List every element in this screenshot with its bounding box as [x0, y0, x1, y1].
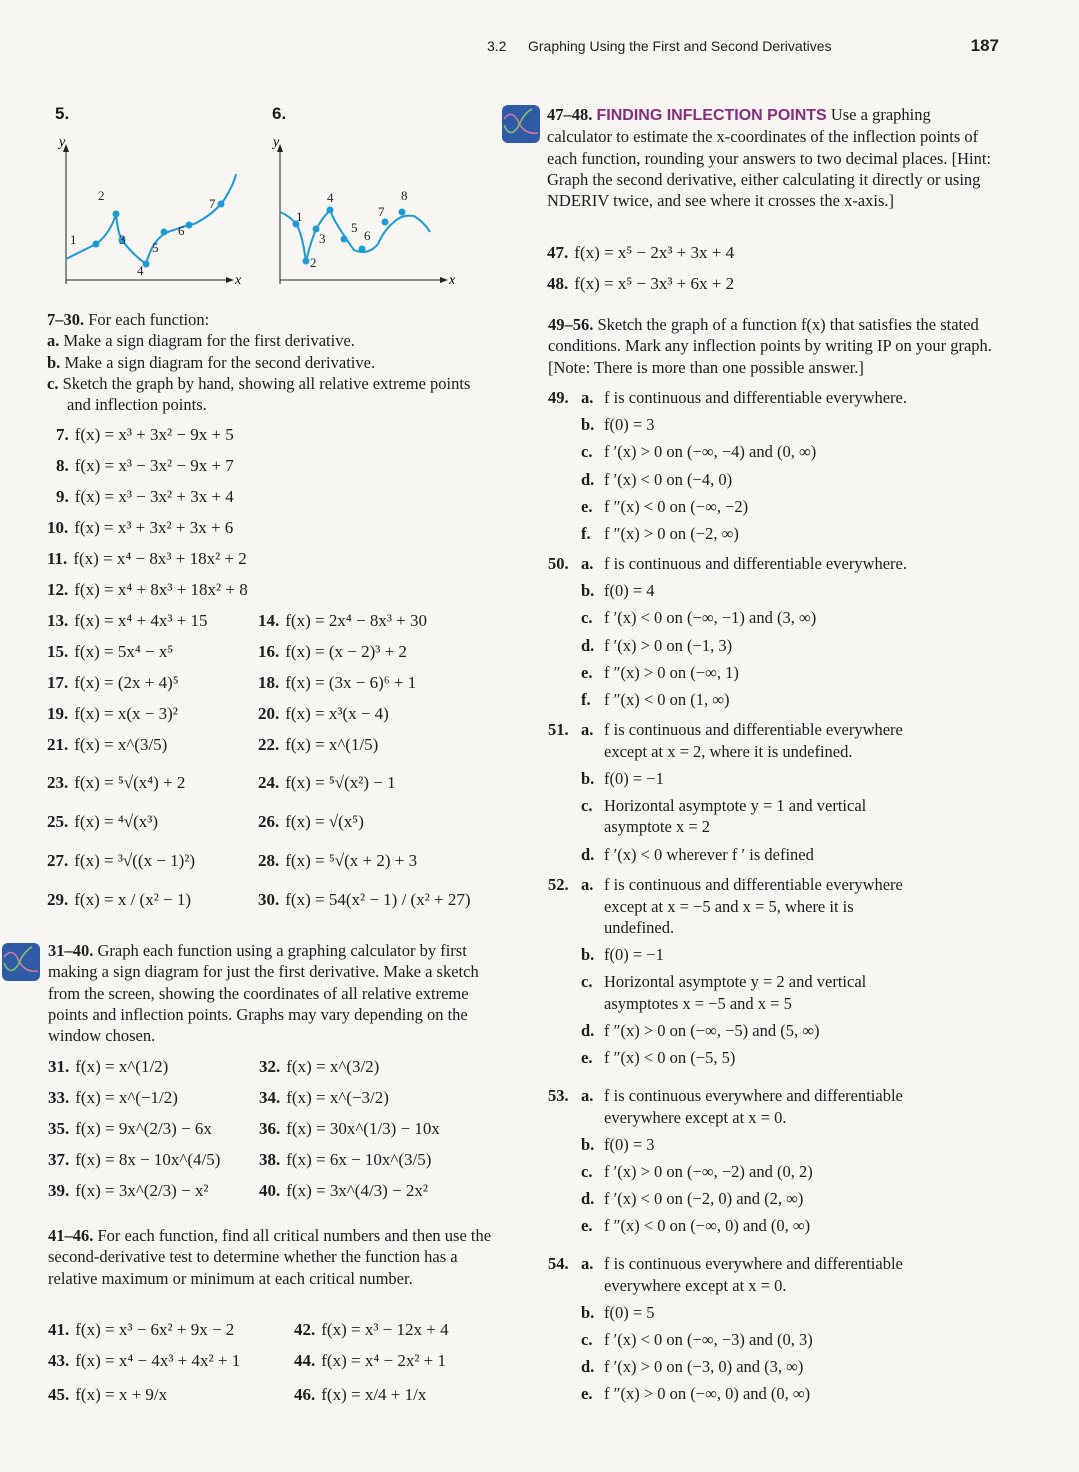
- problem-function: f(x) = x / (x² − 1): [74, 890, 192, 909]
- problem-function: f(x) = x^(1/5): [285, 735, 379, 754]
- problem-number: 16.: [258, 642, 280, 661]
- condition-label: b.: [581, 1302, 595, 1322]
- condition-text: Horizontal asymptote y = 1 and vertical: [604, 795, 867, 815]
- problem-number: 39.: [48, 1181, 70, 1200]
- problem-item: [547, 243, 734, 263]
- svg-text:8: 8: [401, 188, 408, 203]
- condition-text: f(0) = −1: [604, 768, 664, 788]
- condition-text: f ″(x) > 0 on (−∞, 1): [604, 662, 739, 682]
- condition-text: f ″(x) < 0 on (−∞, 0) and (0, ∞): [604, 1216, 811, 1236]
- problem-number: 50.: [548, 554, 569, 573]
- problem-number: 7.: [56, 425, 69, 444]
- condition-text: f ′(x) > 0 on (−∞, −2) and (0, 2): [604, 1161, 813, 1181]
- problem-function: f(x) = 2x⁴ − 8x³ + 30: [285, 611, 428, 630]
- problem-item: [47, 890, 191, 910]
- problem-number: 33.: [48, 1088, 70, 1107]
- item-text: Make a sign diagram for the second derivative.: [64, 352, 376, 372]
- problem-number: 32.: [259, 1057, 281, 1076]
- svg-text:4: 4: [137, 263, 144, 278]
- condition-label: d.: [581, 844, 595, 864]
- problem-item: [259, 1088, 389, 1108]
- intro-text: For each function:: [88, 310, 210, 329]
- condition-label: a.: [581, 1086, 594, 1105]
- problem-item: [48, 1057, 168, 1077]
- condition-text-continued: everywhere except at x = 0.: [604, 1107, 787, 1127]
- problem-item: [48, 1320, 234, 1340]
- problem-number: 22.: [258, 735, 280, 754]
- condition-text: f ″(x) < 0 on (1, ∞): [604, 690, 730, 709]
- section-41-46-instructions: [48, 1225, 500, 1289]
- problem-item: [47, 812, 158, 832]
- svg-text:6: 6: [178, 223, 185, 238]
- condition-label: e.: [581, 496, 593, 516]
- condition-label: e.: [581, 662, 593, 682]
- problem-item: [258, 773, 396, 793]
- instructions-text: Sketch the graph of a function f(x) that satisfies the stated conditions. Mark any inflection points by writing IP on your graph. [Note: There is more than one possible answer.]: [548, 315, 992, 377]
- problem-function: f(x) = 6x − 10x^(3/5): [286, 1150, 432, 1169]
- svg-text:2: 2: [98, 188, 105, 203]
- problem-number: 46.: [294, 1385, 316, 1404]
- condition-label: a.: [581, 554, 594, 573]
- problem-number: 48.: [547, 274, 569, 293]
- condition-label: a.: [581, 1254, 594, 1273]
- problem-item: [258, 851, 417, 871]
- problem-function: f(x) = x + 9/x: [75, 1385, 168, 1404]
- condition-text: f ″(x) < 0 on (−∞, −2): [604, 496, 749, 516]
- condition-label: a.: [581, 875, 594, 894]
- svg-text:1: 1: [296, 209, 303, 224]
- item-label: b.: [47, 352, 61, 372]
- problem-number: 12.: [47, 580, 69, 599]
- problem-item: [258, 642, 407, 662]
- condition-text: f ″(x) > 0 on (−∞, 0) and (0, ∞): [604, 1384, 811, 1404]
- problem-range: 7–30.: [47, 310, 85, 329]
- graph-5: [44, 104, 244, 290]
- problem-number: 14.: [258, 611, 280, 630]
- svg-text:3: 3: [319, 231, 326, 246]
- condition-label: d.: [581, 635, 595, 655]
- condition-label: f.: [581, 690, 591, 709]
- problem-number: 36.: [259, 1119, 281, 1138]
- condition-text: f(0) = 4: [604, 581, 655, 601]
- problem-item: [258, 673, 416, 693]
- problem-number: 30.: [258, 890, 280, 909]
- graph-number: 6.: [272, 104, 287, 123]
- condition-label: d.: [581, 469, 595, 489]
- problem-number: 47.: [547, 243, 569, 262]
- problem-item: [258, 812, 364, 832]
- problem-item: [259, 1181, 428, 1201]
- problem-item: [294, 1351, 446, 1371]
- problem-range: 49–56.: [548, 315, 594, 334]
- problem-function: f(x) = √(x⁵): [285, 812, 364, 831]
- problem-item: [48, 1385, 167, 1405]
- condition-label: a.: [581, 720, 594, 739]
- problem-function: f(x) = x^(1/2): [75, 1057, 169, 1076]
- problem-function: f(x) = x⁴ + 4x³ + 15: [74, 611, 208, 630]
- problem-function: f(x) = x³ + 3x² − 9x + 5: [74, 425, 234, 444]
- section-49-56-instructions: [548, 314, 1000, 378]
- problem-number: 54.: [548, 1254, 569, 1273]
- section-47-48-instructions: [547, 104, 997, 211]
- problem-item: [48, 1088, 178, 1108]
- svg-text:x: x: [449, 273, 456, 288]
- problem-function: f(x) = x/4 + 1/x: [321, 1385, 427, 1404]
- graph-6: [258, 104, 458, 290]
- condition-label: c.: [581, 608, 593, 628]
- problem-item: [259, 1119, 440, 1139]
- problem-number: 31.: [48, 1057, 70, 1076]
- problem-item: [48, 1150, 220, 1170]
- problem-number: 40.: [259, 1181, 281, 1200]
- problem-function: f(x) = x⁴ + 8x³ + 18x² + 8: [74, 580, 248, 599]
- problem-number: 49.: [548, 388, 569, 407]
- problem-function: f(x) = x³ − 3x² + 3x + 4: [74, 487, 234, 506]
- problem-item: [294, 1385, 426, 1405]
- svg-text:7: 7: [209, 196, 216, 211]
- problem-item: [47, 773, 185, 793]
- problem-number: 9.: [56, 487, 69, 506]
- problem-item: [47, 642, 173, 662]
- instructions-text: Graph each function using a graphing calculator by first making a sign diagram for just the first derivative. Make a sketch from the screen, showing the coordinates of all relative extreme points and inflection points. Graphs may vary depending on the window chosen.: [48, 941, 479, 1046]
- section-7-30-instructions: [47, 309, 497, 415]
- problem-function: f(x) = x³ + 3x² + 3x + 6: [74, 518, 234, 537]
- item-label: a.: [47, 331, 60, 351]
- graph-6-plot: [258, 104, 458, 290]
- condition-text: f is continuous and differentiable everywhere.: [604, 554, 908, 573]
- problem-number: 19.: [47, 704, 69, 723]
- condition-label: b.: [581, 768, 595, 788]
- problem-item: [259, 1150, 431, 1170]
- problem-function: f(x) = 5x⁴ − x⁵: [74, 642, 174, 661]
- condition-label: c.: [581, 1161, 593, 1181]
- problem-number: 20.: [258, 704, 280, 723]
- svg-text:y: y: [273, 135, 280, 150]
- svg-text:5: 5: [351, 220, 358, 235]
- condition-label: b.: [581, 945, 595, 965]
- condition-text: f(0) = −1: [604, 945, 664, 965]
- problem-function: f(x) = (x − 2)³ + 2: [285, 642, 407, 661]
- condition-text: f ″(x) > 0 on (−∞, −5) and (5, ∞): [604, 1021, 820, 1041]
- problem-item: [48, 1351, 240, 1371]
- problem-item: [47, 735, 167, 755]
- condition-label: c.: [581, 442, 593, 462]
- section-heading: FINDING INFLECTION POINTS: [596, 107, 827, 124]
- section-31-40-instructions: [48, 940, 500, 1046]
- problem-item: [547, 274, 734, 294]
- problem-number: 24.: [258, 773, 280, 792]
- problem-number: 10.: [47, 518, 69, 537]
- problem-number: 35.: [48, 1119, 70, 1138]
- problem-item: [47, 851, 195, 871]
- problem-item: [294, 1320, 449, 1340]
- problem-number: 23.: [47, 773, 69, 792]
- condition-text: f ′(x) > 0 on (−∞, −4) and (0, ∞): [604, 442, 817, 462]
- problem-number: 21.: [47, 735, 69, 754]
- graph-number: 5.: [55, 104, 70, 123]
- condition-label: a.: [581, 388, 594, 407]
- svg-text:5: 5: [152, 240, 159, 255]
- condition-text: f is continuous everywhere and differentiable: [604, 1086, 903, 1105]
- problem-function: f(x) = x³ − 12x + 4: [321, 1320, 449, 1339]
- problem-item: [47, 673, 179, 693]
- problem-function: f(x) = x⁴ − 8x³ + 18x² + 2: [73, 549, 247, 568]
- condition-label: d.: [581, 1189, 595, 1209]
- problem-item: [48, 1119, 212, 1139]
- problem-number: 43.: [48, 1351, 70, 1370]
- problem-number: 25.: [47, 812, 69, 831]
- problem-number: 51.: [548, 720, 569, 739]
- problem-number: 44.: [294, 1351, 316, 1370]
- problem-function: f(x) = ⁵√(x⁴) + 2: [74, 773, 186, 792]
- problem-number: 29.: [47, 890, 69, 909]
- svg-text:x: x: [235, 273, 242, 288]
- problem-function: f(x) = x³ − 6x² + 9x − 2: [75, 1320, 235, 1339]
- running-header: [487, 36, 999, 56]
- problem-function: f(x) = ⁴√(x³): [74, 812, 158, 831]
- problem-item: [47, 611, 208, 631]
- problem-number: 18.: [258, 673, 280, 692]
- condition-label: c.: [581, 1329, 593, 1349]
- svg-text:7: 7: [378, 204, 385, 219]
- problem-item: [259, 1057, 379, 1077]
- condition-text-continued: except at x = 2, where it is undefined.: [604, 741, 853, 761]
- problem-item: [48, 1181, 209, 1201]
- problem-item: [47, 704, 178, 724]
- problem-function: f(x) = x(x − 3)²: [74, 704, 178, 723]
- condition-text: f ′(x) > 0 on (−3, 0) and (3, ∞): [604, 1357, 804, 1377]
- svg-text:y: y: [59, 135, 66, 150]
- problem-function: f(x) = 9x^(2/3) − 6x: [75, 1119, 212, 1138]
- condition-text: f(0) = 5: [604, 1302, 655, 1322]
- graphing-calculator-icon: [502, 105, 540, 143]
- item-text: Make a sign diagram for the first derivative.: [63, 331, 355, 351]
- condition-label: b.: [581, 1134, 595, 1154]
- condition-text-continued: undefined.: [604, 918, 675, 937]
- condition-text: f ′(x) > 0 on (−1, 3): [604, 635, 733, 655]
- graphing-calculator-icon: [2, 943, 40, 981]
- item-label: c.: [47, 373, 59, 393]
- problem-item: [258, 735, 378, 755]
- problem-function: f(x) = x⁵ − 2x³ + 3x + 4: [574, 243, 735, 262]
- condition-label: e.: [581, 1048, 593, 1068]
- section-number: 3.2: [487, 38, 507, 54]
- problem-number: 38.: [259, 1150, 281, 1169]
- problem-number: 13.: [47, 611, 69, 630]
- problem-function: f(x) = x^(−3/2): [286, 1088, 389, 1107]
- condition-text: f ′(x) < 0 on (−4, 0): [604, 469, 733, 489]
- problem-item: [258, 611, 427, 631]
- condition-text: f is continuous and differentiable everywhere: [604, 720, 903, 739]
- problem-number: 11.: [47, 549, 68, 568]
- problem-number: 17.: [47, 673, 69, 692]
- condition-label: b.: [581, 415, 595, 435]
- instructions-text: For each function, find all critical numbers and then use the second-derivative test to determine whether the function has a relative maximum or minimum at each critical number.: [48, 1226, 492, 1288]
- condition-text: f(0) = 3: [604, 415, 655, 435]
- problem-number: 37.: [48, 1150, 70, 1169]
- condition-label: e.: [581, 1384, 593, 1404]
- condition-text-continued: except at x = −5 and x = 5, where it is: [604, 896, 854, 916]
- problem-number: 28.: [258, 851, 280, 870]
- condition-label: d.: [581, 1357, 595, 1377]
- page-number: 187: [970, 36, 999, 55]
- problem-number: 8.: [56, 456, 69, 475]
- condition-text: f ″(x) > 0 on (−2, ∞): [604, 524, 739, 543]
- item-text: Sketch the graph by hand, showing all relative extreme points and inflection points.: [62, 373, 471, 415]
- problem-range: 31–40.: [48, 941, 94, 960]
- problem-item: [47, 549, 247, 569]
- problem-function: f(x) = x^(3/5): [74, 735, 168, 754]
- svg-text:2: 2: [310, 255, 317, 270]
- problem-item: [56, 487, 234, 507]
- problem-function: f(x) = (3x − 6)⁶ + 1: [285, 673, 417, 692]
- problem-function: f(x) = ³√((x − 1)²): [74, 851, 196, 870]
- condition-text: f(0) = 3: [604, 1134, 655, 1154]
- instructions-text: Use a graphing calculator to estimate the x-coordinates of the inflection points of each function, rounding your answers to two decimal places. [Hint: Graph the second derivative, either calculating it directly or using NDERIV twice, and see where it crosses the x-axis.]: [547, 105, 992, 211]
- problem-function: f(x) = 30x^(1/3) − 10x: [286, 1119, 440, 1138]
- problem-function: f(x) = 3x^(4/3) − 2x²: [286, 1181, 429, 1200]
- problem-function: f(x) = ⁵√(x²) − 1: [285, 773, 396, 792]
- condition-text: f ′(x) < 0 on (−∞, −3) and (0, 3): [604, 1329, 813, 1349]
- problem-number: 26.: [258, 812, 280, 831]
- problem-number: 41.: [48, 1320, 70, 1339]
- problem-function: f(x) = x⁵ − 3x³ + 6x + 2: [574, 274, 735, 293]
- problem-function: f(x) = x⁴ − 4x³ + 4x² + 1: [75, 1351, 241, 1370]
- condition-label: c.: [581, 972, 593, 992]
- problem-range: 41–46.: [48, 1226, 94, 1245]
- problem-item: [56, 425, 234, 445]
- condition-text-continued: asymptote x = 2: [604, 817, 711, 837]
- svg-text:3: 3: [119, 232, 126, 247]
- problem-number: 15.: [47, 642, 69, 661]
- problem-number: 53.: [548, 1086, 569, 1105]
- graph-5-plot: [44, 104, 244, 290]
- problem-item: [47, 580, 248, 600]
- condition-text: f ′(x) < 0 on (−2, 0) and (2, ∞): [604, 1189, 804, 1209]
- svg-text:6: 6: [364, 228, 371, 243]
- svg-text:4: 4: [327, 190, 334, 205]
- condition-label: e.: [581, 1216, 593, 1236]
- condition-text: f ′(x) < 0 on (−∞, −1) and (3, ∞): [604, 608, 817, 628]
- problem-function: f(x) = 3x^(2/3) − x²: [75, 1181, 209, 1200]
- problem-function: f(x) = 54(x² − 1) / (x² + 27): [285, 890, 471, 909]
- condition-text: Horizontal asymptote y = 2 and vertical: [604, 972, 867, 992]
- condition-label: d.: [581, 1021, 595, 1041]
- problem-item: [56, 456, 234, 476]
- condition-text: f is continuous and differentiable everywhere.: [604, 388, 908, 407]
- problem-item: [47, 518, 233, 538]
- condition-text: f ″(x) < 0 on (−5, 5): [604, 1048, 736, 1068]
- svg-text:1: 1: [70, 232, 77, 247]
- problem-function: f(x) = x³(x − 4): [285, 704, 389, 723]
- problem-item: [258, 890, 471, 910]
- problem-number: 52.: [548, 875, 569, 894]
- condition-label: c.: [581, 795, 593, 815]
- problem-function: f(x) = ⁵√(x + 2) + 3: [285, 851, 418, 870]
- problem-number: 34.: [259, 1088, 281, 1107]
- condition-text: f ′(x) < 0 wherever f ′ is defined: [604, 844, 814, 864]
- problem-range: 47–48.: [547, 105, 593, 124]
- condition-label: f.: [581, 524, 591, 543]
- condition-label: b.: [581, 581, 595, 601]
- problem-function: f(x) = x³ − 3x² − 9x + 7: [74, 456, 234, 475]
- problem-item: [258, 704, 389, 724]
- problem-number: 45.: [48, 1385, 70, 1404]
- problem-function: f(x) = x^(−1/2): [75, 1088, 178, 1107]
- problem-number: 27.: [47, 851, 69, 870]
- condition-text: f is continuous and differentiable everywhere: [604, 875, 903, 894]
- condition-text: f is continuous everywhere and differentiable: [604, 1254, 903, 1273]
- problem-function: f(x) = (2x + 4)⁵: [74, 673, 179, 692]
- problem-function: f(x) = x^(3/2): [286, 1057, 380, 1076]
- problem-number: 42.: [294, 1320, 316, 1339]
- section-title: Graphing Using the First and Second Derivatives: [528, 38, 832, 54]
- condition-text-continued: everywhere except at x = 0.: [604, 1275, 787, 1295]
- problem-function: f(x) = 8x − 10x^(4/5): [75, 1150, 221, 1169]
- condition-text-continued: asymptotes x = −5 and x = 5: [604, 993, 792, 1013]
- problem-function: f(x) = x⁴ − 2x² + 1: [321, 1351, 447, 1370]
